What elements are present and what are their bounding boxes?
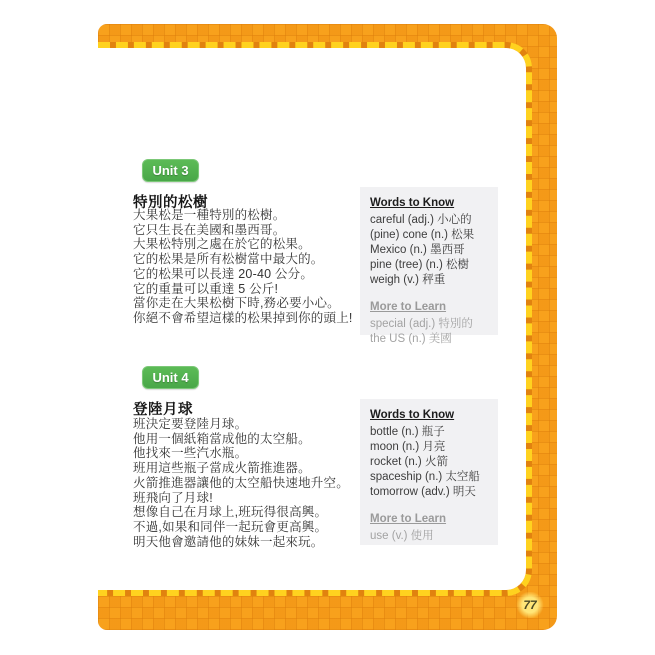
paragraph-line: 大果松是一種特別的松樹。 [133,208,286,222]
more-to-learn-heading: More to Learn [370,513,447,525]
vocab-entry: tomorrow (adv.) 明天 [370,486,476,498]
paragraph-line: 不過,如果和同伴一起玩會更高興。 [133,519,328,534]
unit3-paragraph [133,208,368,326]
vocab-entry: weigh (v.) 秤重 [370,274,446,286]
vocab-entry: moon (n.) 月亮 [370,441,446,453]
vocab-entry: pine (tree) (n.) 松樹 [370,259,470,271]
paragraph-line: 火箭推進器讓他的太空船快速地升空。 [133,475,349,490]
paragraph-line: 班用這些瓶子當成火箭推進器。 [133,461,311,476]
paragraph-line: 它的松果是所有松樹當中最大的。 [133,252,324,267]
unit4-paragraph [133,417,368,549]
paragraph-line: 想像自己在月球上,班玩得很高興。 [133,505,328,520]
words-to-know-heading: Words to Know [370,409,455,421]
vocab-entry: bottle (n.) 瓶子 [370,426,445,438]
more-to-learn-list [370,529,488,544]
paragraph-line: 大果松特別之處在於它的松果。 [133,237,311,252]
unit3-title: 特別的松樹 [133,195,208,211]
paragraph-line: 班決定要登陸月球。 [133,417,248,431]
paragraph-line: 他用一個紙箱當成他的太空船。 [133,431,311,446]
paragraph-line: 它的松果可以長達 20-40 公分。 [133,266,314,281]
vocab-entry: the US (n.) 美國 [370,333,452,345]
paragraph-line: 他找來一些汽水瓶。 [133,446,248,461]
vocab-entry: careful (adj.) 小心的 [370,214,472,226]
paragraph-line: 當你走在大果松樹下時,務必要小心。 [133,296,340,311]
vocab-entry: use (v.) 使用 [370,530,434,542]
vocab-entry: spaceship (n.) 太空船 [370,471,480,483]
page-number: 77 [516,592,544,618]
words-to-know-list [370,213,488,288]
vocab-entry: (pine) cone (n.) 松果 [370,229,475,241]
words-to-know-list [370,425,488,500]
paragraph-line: 它只生長在美國和墨西哥。 [133,222,286,237]
paragraph-line: 明天他會邀請他的妹妹一起來玩。 [133,534,324,549]
paragraph-line: 它的重量可以重達 5 公斤! [133,281,279,296]
unit4-badge: Unit 4 [142,366,199,389]
unit4-vocab-box [360,399,498,545]
paragraph-line: 班飛向了月球! [133,490,213,505]
unit4-title: 登陸月球 [133,402,193,418]
unit3-badge: Unit 3 [142,159,199,182]
words-to-know-heading: Words to Know [370,197,455,209]
vocab-entry: rocket (n.) 火箭 [370,456,448,468]
more-to-learn-heading: More to Learn [370,301,447,313]
more-to-learn-list [370,317,488,347]
vocab-entry: Mexico (n.) 墨西哥 [370,244,465,256]
unit3-vocab-box [360,187,498,345]
page-content [0,48,526,590]
paragraph-line: 你絕不會希望這樣的松果掉到你的頭上! [133,310,353,325]
vocab-entry: special (adj.) 特別的 [370,318,473,330]
